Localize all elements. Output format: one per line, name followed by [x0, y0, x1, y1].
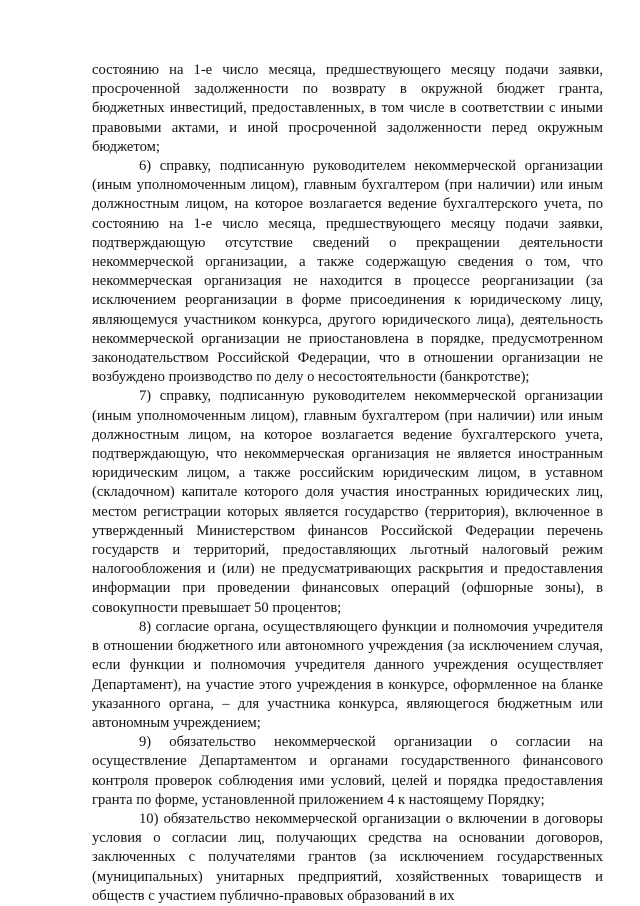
- paragraph-item-7: 7) справку, подписанную руководителем некоммерческой организации (иным уполномоченным лицом), главным бухгалтером (при наличии) или иным должностным лицом, на которое возлагается ведение бухгалтерского учета, подтверждающую, что некоммерческая организация не является иностранным юридическим лицом, а также российским юридическим лицом, в уставном (складочном) капитале которого доля участия иностранных юридических лиц, местом регистрации которых является государство (территория), включенное в утвержденный Министерством финансов Российской Федерации перечень государств и территорий, предоставляющих льготный налоговый режим налогообложения и (или) не предусматривающих раскрытия и предоставления информации при проведении финансовых операций (офшорные зоны), в совокупности превышает 50 процентов;: [92, 388, 603, 616]
- paragraph-item-8: 8) согласие органа, осуществляющего функции и полномочия учредителя в отношении бюджетного или автономного учреждения (за исключением случая, если функции и полномочия учредителя данного учреждения осуществляет Департамент), на участие этого учреждения в конкурсе, оформленное на бланке указанного органа, – для участника конкурса, являющегося бюджетным или автономным учреждением;: [92, 618, 603, 731]
- paragraph-item-6: 6) справку, подписанную руководителем некоммерческой организации (иным уполномоченным лицом), главным бухгалтером (при наличии) или иным должностным лицом, на которое возлагается ведение бухгалтерского учета, по состоянию на 1-е число месяца, предшествующего месяцу подачи заявки, подтверждающую отсутствие сведений о прекращении деятельности некоммерческой организации, а также содержащую сведения о том, что некоммерческая организация не находится в процессе реорганизации (за исключением реорганизации в форме присоединения к юридическому лицу, являющемуся участником конкурса, другого юридического лица), деятельность некоммерческой организации не приостановлена в порядке, предусмотренном законодательством Российской Федерации, что в отношении организации не возбуждено производство по делу о несостоятельности (банкротстве);: [92, 158, 603, 386]
- paragraph-item-10: 10) обязательство некоммерческой организации о включении в договоры условия о согласии лиц, получающих средства на основании договоров, заключенных с получателями грантов (за исключением государственных (муниципальных) унитарных предприятий, хозяйственных товариществ и обществ с участием публично-правовых образований в их: [92, 810, 603, 904]
- paragraph-item-9: 9) обязательство некоммерческой организации о согласии на осуществление Департаментом и органами государственного финансового контроля проверок соблюдения ими условий, целей и порядка предоставления гранта по форме, установленной приложением 4 к настоящему Порядку;: [92, 734, 603, 808]
- document-body: [92, 61, 603, 906]
- paragraph-continuation: состоянию на 1-е число месяца, предшествующего месяцу подачи заявки, просроченной задолженности по возврату в окружной бюджет гранта, бюджетных инвестиций, предоставленных, в том числе в соответствии с иными правовыми актами, и иной просроченной задолженности перед окружным бюджетом;: [92, 62, 603, 155]
